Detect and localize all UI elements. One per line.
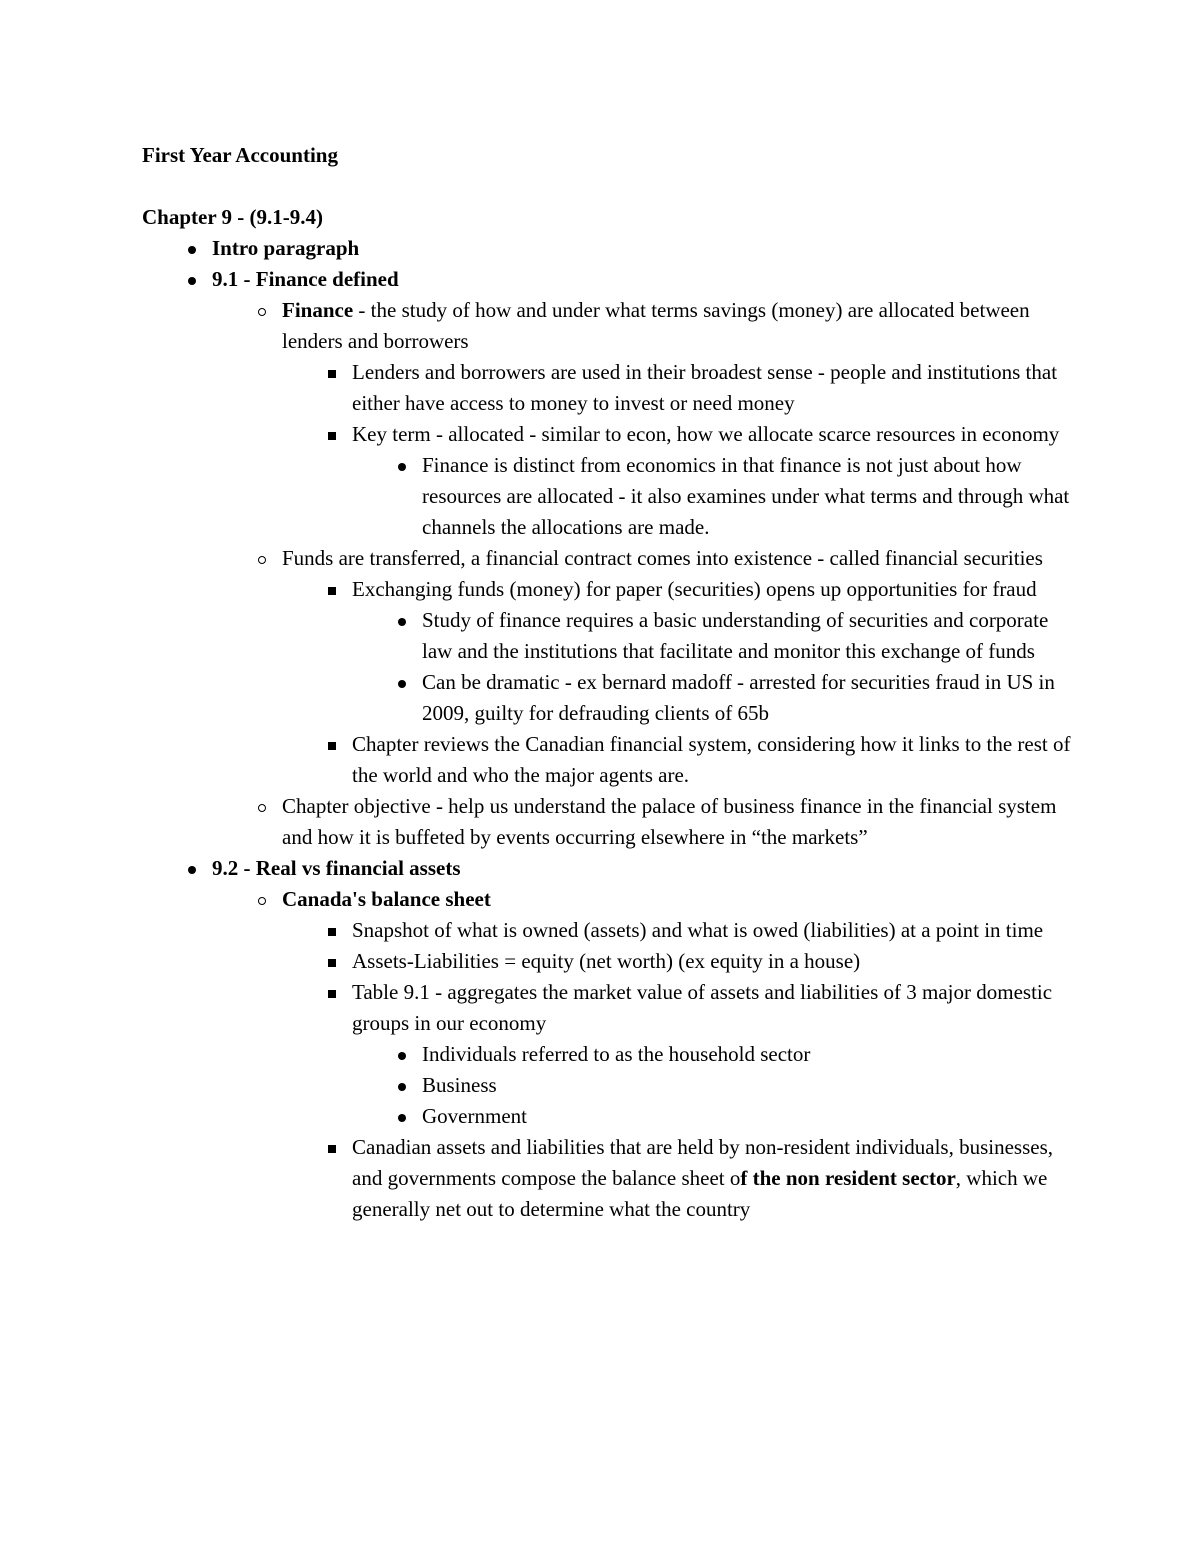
- bullet-icon: [392, 1039, 412, 1070]
- note-nonresident-a: Canadian assets and liabilities that are held by non-resident individuals, businesses, and governments compose the balance sheet o: [352, 1135, 1054, 1190]
- document-title: First Year Accounting: [142, 143, 338, 167]
- note-chapter-reviews: Chapter reviews the Canadian financial system, considering how it links to the rest of the world and who the major agents are.: [352, 732, 1071, 787]
- term-nonresident-sector: f the non resident sector: [740, 1166, 956, 1190]
- list-item: [352, 574, 1072, 605]
- note-study: Study of finance requires a basic understanding of securities and corporate law and the institutions that facilitate and monitor this exchange of funds: [422, 608, 1049, 663]
- list-item: [352, 419, 1072, 450]
- list-item: [422, 1101, 1072, 1132]
- blank-line: [142, 171, 1072, 202]
- bullet-icon: [182, 233, 202, 264]
- list-item: [422, 667, 1072, 729]
- hollow-bullet-icon: [252, 295, 272, 326]
- bullet-icon: [392, 1070, 412, 1101]
- list-item: [212, 264, 1072, 295]
- list-item: [352, 1132, 1072, 1225]
- square-bullet-icon: [322, 915, 342, 946]
- square-bullet-icon: [322, 977, 342, 1008]
- section-heading-9-2: 9.2 - Real vs financial assets: [212, 856, 461, 880]
- document-page: [142, 140, 1072, 1225]
- hollow-bullet-icon: [252, 884, 272, 915]
- list-item: [352, 357, 1072, 419]
- chapter-heading: Chapter 9 - (9.1-9.4): [142, 205, 324, 229]
- list-item: [282, 884, 1072, 915]
- list-item: [352, 946, 1072, 977]
- note-exchanging: Exchanging funds (money) for paper (securities) opens up opportunities for fraud: [352, 577, 1037, 601]
- square-bullet-icon: [322, 946, 342, 977]
- list-item: [352, 977, 1072, 1039]
- subheading-balance-sheet: Canada's balance sheet: [282, 887, 491, 911]
- list-item: [282, 295, 1072, 357]
- list-item: [422, 605, 1072, 667]
- bullet-icon: [392, 1101, 412, 1132]
- list-item: [352, 915, 1072, 946]
- list-item: [352, 729, 1072, 791]
- note-government: Government: [422, 1104, 527, 1128]
- list-item: [282, 543, 1072, 574]
- note-distinct: Finance is distinct from economics in that finance is not just about how resources are allocated - it also examines under what terms and through what channels the allocations are made.: [422, 453, 1070, 539]
- list-item: [422, 450, 1072, 543]
- hollow-bullet-icon: [252, 543, 272, 574]
- bullet-icon: [182, 264, 202, 295]
- square-bullet-icon: [322, 729, 342, 760]
- finance-definition: - the study of how and under what terms savings (money) are allocated between lenders and borrowers: [282, 298, 1030, 353]
- note-key-term: Key term - allocated - similar to econ, how we allocate scarce resources in economy: [352, 422, 1060, 446]
- note-objective: Chapter objective - help us understand the palace of business finance in the financial system and how it is buffeted by events occurring elsewhere in “the markets”: [282, 794, 1057, 849]
- list-item: [212, 233, 1072, 264]
- bullet-icon: [392, 450, 412, 481]
- square-bullet-icon: [322, 357, 342, 388]
- note-business: Business: [422, 1073, 497, 1097]
- bullet-icon: [392, 605, 412, 636]
- bullet-icon: [182, 853, 202, 884]
- note-table: Table 9.1 - aggregates the market value of assets and liabilities of 3 major domestic groups in our economy: [352, 980, 1053, 1035]
- square-bullet-icon: [322, 574, 342, 605]
- note-dramatic: Can be dramatic - ex bernard madoff - arrested for securities fraud in US in 2009, guilty for defrauding clients of 65b: [422, 670, 1055, 725]
- list-item: [422, 1039, 1072, 1070]
- section-heading-9-1: 9.1 - Finance defined: [212, 267, 399, 291]
- note-household: Individuals referred to as the household sector: [422, 1042, 811, 1066]
- square-bullet-icon: [322, 1132, 342, 1163]
- hollow-bullet-icon: [252, 791, 272, 822]
- bullet-icon: [392, 667, 412, 698]
- section-heading-intro: Intro paragraph: [212, 236, 360, 260]
- square-bullet-icon: [322, 419, 342, 450]
- list-item: [422, 1070, 1072, 1101]
- note-nonresident-c: , which we generally net out to determine what the country: [352, 1166, 1048, 1221]
- note-equity: Assets-Liabilities = equity (net worth) (ex equity in a house): [352, 949, 861, 973]
- term-finance: Finance: [282, 298, 354, 322]
- note-funds: Funds are transferred, a financial contract comes into existence - called financial securities: [282, 546, 1043, 570]
- list-item: [212, 853, 1072, 884]
- note-lenders: Lenders and borrowers are used in their broadest sense - people and institutions that either have access to money to invest or need money: [352, 360, 1058, 415]
- note-snapshot: Snapshot of what is owned (assets) and what is owed (liabilities) at a point in time: [352, 918, 1044, 942]
- list-item: [282, 791, 1072, 853]
